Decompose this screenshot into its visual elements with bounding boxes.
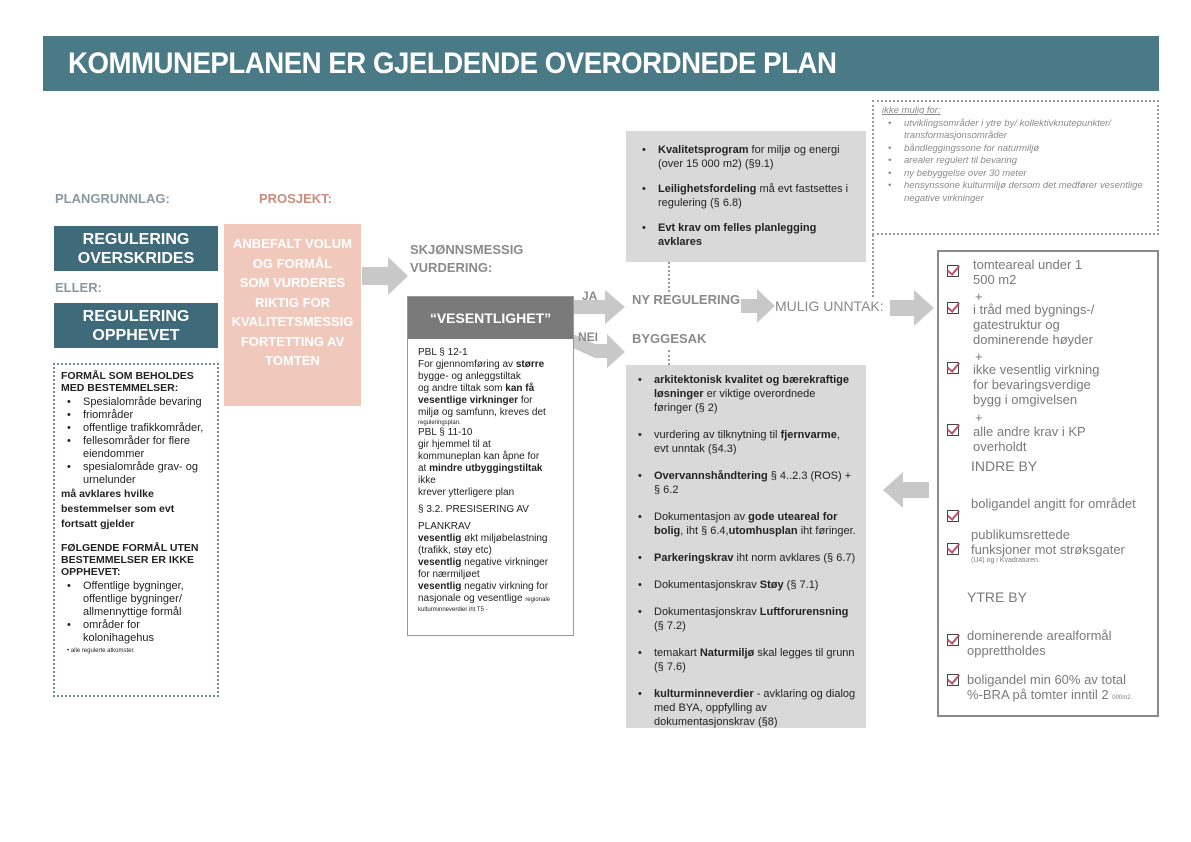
list-item: [632, 605, 856, 633]
t: for: [518, 395, 533, 406]
t: 000m2.: [1112, 695, 1133, 701]
plangrunnlag-label: PLANGRUNNLAG:: [55, 191, 170, 206]
formal-list: [61, 396, 213, 487]
checkbox-icon: [947, 424, 959, 436]
t: , iht § 6.4,: [680, 525, 729, 537]
t: alle andre krav i KP: [973, 424, 1086, 439]
prosjekt-line: SOM VURDERES: [239, 275, 346, 290]
page-header: [43, 36, 1159, 91]
indre-2: [947, 527, 1125, 565]
t: - avklaring og dialog med BYA, oppfylling av dokumentasjonskrav (§8): [654, 688, 856, 728]
t: vesentlige virkninger: [418, 395, 519, 406]
connector: [668, 350, 670, 365]
t: nasjonale og vesentlige: [418, 593, 526, 604]
t: regionale: [525, 597, 550, 603]
t: vesentlig: [418, 557, 462, 568]
ikke-mulig-list: [882, 118, 1149, 206]
ny-regulering-label: NY REGULERING: [632, 292, 741, 307]
plus: +: [975, 349, 983, 364]
mulig-unntak-label: MULIG UNNTAK:: [775, 298, 884, 314]
formal-heading: FORMÅL SOM BEHOLDES MED BESTEMMELSER:: [61, 370, 194, 394]
list-item: [636, 221, 854, 249]
t: kulturminneverdier iht T5 -: [418, 607, 488, 613]
prosjekt-box: [224, 224, 361, 406]
pbl1-ref: PBL § 12-1: [418, 347, 468, 358]
t: (U4) og i Kvadraturen.: [971, 557, 1040, 564]
t: (§ 7.2): [654, 620, 686, 632]
list-item: [632, 646, 856, 674]
t: gir hjemmel til at: [418, 439, 491, 450]
t: vurdering av tilknytning til: [654, 429, 781, 441]
t: er viktige overordnede føringer (§ 2): [654, 388, 816, 414]
list-item: [632, 469, 856, 497]
t: økt miljøbelastning: [461, 533, 548, 544]
folgende-list: [61, 580, 213, 645]
checkbox-icon: [947, 265, 959, 277]
list-item: • hensynssone kulturmiljø dersom det medfører vesentlige negative virkninger: [882, 180, 1149, 205]
prosjekt-line: OG FORMÅL: [252, 255, 333, 271]
list-item: [632, 551, 856, 565]
connector: [668, 262, 670, 292]
t: Parkeringskrav: [654, 552, 734, 564]
t: dominerende arealformål: [967, 628, 1112, 643]
ikke-mulig-box: [872, 100, 1159, 235]
t: ikke: [418, 475, 436, 486]
t: Støy: [759, 579, 784, 591]
list-item: • ny bebyggelse over 30 meter: [882, 168, 1149, 181]
t: Luftforurensning: [759, 606, 849, 618]
t: (§ 7.1): [783, 579, 819, 591]
byggesak-list: [632, 373, 856, 729]
t: fjernvarme: [780, 429, 837, 441]
indre-by-heading: INDRE BY: [971, 458, 1038, 474]
t: bygge- og anleggstiltak: [418, 371, 521, 382]
list-item: [636, 182, 854, 210]
checkbox-icon: [947, 543, 959, 555]
list-item: • fellesområder for flere eiendommer: [61, 435, 213, 461]
t: reguleringsplan.: [418, 420, 461, 426]
skjonn-line2: VURDERING:: [410, 260, 493, 275]
t: vesentlig: [418, 533, 462, 544]
regulering-opphevet-box: [54, 303, 218, 348]
t: miljø og samfunn, kreves det: [418, 407, 546, 418]
t: Kvalitetsprogram: [658, 144, 749, 156]
ja-label: JA: [582, 289, 598, 303]
t: opprettholdes: [967, 643, 1046, 658]
right-criteria-box: [937, 250, 1159, 717]
t: , evt unntak (§4.3): [654, 429, 840, 455]
box1-line2: OVERSKRIDES: [77, 250, 195, 267]
list-item: • spesialområde grav- og urnelunder: [61, 461, 213, 487]
plus: +: [975, 410, 983, 425]
box2-line2: OPPHEVET: [92, 327, 180, 344]
checkbox-icon: [947, 510, 959, 522]
t: Overvannshåndtering: [654, 470, 768, 482]
t: for bevaringsverdige: [973, 377, 1091, 392]
t: dominerende høyder: [973, 332, 1093, 347]
skjonn-line1: SKJØNNSMESSIG: [410, 242, 524, 257]
t: må evt fastsettes i regulering (§ 6.8): [658, 183, 849, 209]
t: publikumsrettede: [971, 527, 1070, 542]
t: funksjoner mot strøksgater: [971, 542, 1125, 557]
t: Dokumentasjonskrav: [654, 579, 760, 591]
footnote: • alle regulerte atkomster.: [67, 648, 135, 654]
list-item: • friområder: [61, 409, 213, 422]
indre-1: [947, 496, 1136, 522]
t: kulturminneverdier: [654, 688, 754, 700]
t: negative virkninger: [461, 557, 549, 568]
page-title: KOMMUNEPLANEN ER GJELDENDE OVERORDNEDE PLAN: [68, 47, 837, 80]
arrow-right-icon: [362, 257, 410, 295]
list-item: • offentlige trafikkområder,: [61, 422, 213, 435]
t: krever ytterligere plan: [418, 487, 515, 498]
arrow-unntak-icon: [741, 289, 777, 323]
list-item: [632, 428, 856, 456]
vesentlighet-body: [408, 339, 573, 622]
t: tomteareal under 1: [973, 257, 1083, 272]
box2-line1: REGULERING: [82, 308, 190, 325]
list-item: • Offentlige bygninger, offentlige bygninger/ allmennyttige formål: [61, 580, 213, 619]
ytre-2: [947, 672, 1132, 706]
prosjekt-line: TOMTEN: [265, 353, 320, 368]
list-item: [632, 687, 856, 729]
t: § 3.2. PRESISERING AV: [418, 504, 529, 515]
regulering-overskrides-box: [54, 226, 218, 271]
prosjekt-label: PROSJEKT:: [259, 191, 332, 206]
ytre-1: [947, 628, 1112, 658]
t: Evt krav om felles planlegging avklares: [658, 222, 817, 248]
arrow-right-box-icon: [890, 290, 936, 326]
t: overholdt: [973, 439, 1027, 454]
t: (trafikk, støy etc): [418, 545, 492, 556]
vesentlighet-title: “VESENTLIGHET”: [408, 297, 573, 339]
list-item: [632, 510, 856, 538]
t: gode uteareal for bolig: [654, 511, 838, 537]
list-item: [636, 143, 854, 171]
t: iht føringer.: [797, 525, 856, 537]
ytre-by-heading: YTRE BY: [967, 589, 1027, 605]
t: ikke vesentlig virkning: [973, 362, 1100, 377]
list-item: • båndleggingssone for naturmiljø: [882, 143, 1149, 156]
prosjekt-line: KVALITETSMESSIG: [231, 314, 354, 329]
t: gatestruktur og: [973, 317, 1060, 332]
checkbox-icon: [947, 634, 959, 646]
top-grey-list: [636, 143, 854, 249]
connector: [872, 235, 874, 297]
t: for miljø og energi (over 15 000 m2) (§9.1): [658, 144, 840, 170]
list-item: • utviklingsområder i ytre by/ kollektivknutepunkter/ transformasjonsområder: [882, 118, 1149, 143]
t: Dokumentasjonskrav: [654, 606, 760, 618]
t: kan få: [505, 383, 535, 394]
t: Leilighetsfordeling: [658, 183, 757, 195]
list-item: [632, 373, 856, 415]
t: større: [515, 359, 545, 370]
t: %-BRA på tomter inntil 2: [967, 687, 1109, 702]
vesentlighet-box: [407, 296, 574, 636]
list-item: • områder for kolonihagehus: [61, 619, 213, 645]
folgende-heading: FØLGENDE FORMÅL UTEN BESTEMMELSER ER IKKE OPPHEVET:: [61, 542, 199, 578]
criteria-4: [947, 424, 1086, 454]
prosjekt-line: ANBEFALT VOLUM: [233, 236, 352, 251]
skjonn-label: [410, 241, 523, 277]
t: arkitektonisk kvalitet og bærekraftige løsninger: [654, 374, 850, 400]
t: boligandel angitt for området: [971, 496, 1136, 511]
footnote-text: alle regulerte atkomster.: [70, 648, 135, 654]
formal-box: [53, 363, 219, 697]
list-item: [632, 578, 856, 592]
t: 500 m2: [973, 272, 1017, 287]
t: kommuneplan kan åpne for: [418, 451, 540, 462]
t: For gjennomføring av: [418, 359, 516, 370]
t: negativ virkning for: [461, 581, 549, 592]
t: iht norm avklares (§ 6.7): [733, 552, 856, 564]
t: bygg i omgivelsen: [973, 392, 1078, 407]
criteria-3: [947, 362, 1099, 407]
top-grey-box: [626, 131, 866, 262]
byggesak-label: BYGGESAK: [632, 331, 707, 346]
t: for nærmiljøet: [418, 569, 480, 580]
ikke-mulig-title: ikke mulig for:: [882, 105, 941, 116]
checkbox-icon: [947, 302, 959, 314]
t: mindre utbyggingstiltak: [429, 463, 543, 474]
list-item: • Spesialområde bevaring: [61, 396, 213, 409]
t: temakart: [654, 647, 700, 659]
eller-label: ELLER:: [55, 280, 102, 295]
prosjekt-line: FORTETTING AV: [240, 333, 345, 349]
t: boligandel min 60% av total: [967, 672, 1126, 687]
t: Naturmiljø: [699, 647, 755, 659]
t: § 4..2.3 (ROS) + § 6.2: [654, 470, 852, 496]
t: Dokumentasjon av: [654, 511, 749, 523]
criteria-2: [947, 302, 1094, 347]
nei-label: NEI: [578, 330, 599, 344]
t: og andre tiltak som: [418, 383, 506, 394]
plus: +: [975, 289, 983, 304]
arrow-left-icon: [883, 472, 929, 508]
t: i tråd med bygnings-/: [973, 302, 1095, 317]
list-item: • arealer regulert til bevaring: [882, 155, 1149, 168]
t: vesentlig: [418, 581, 462, 592]
box1-line1: REGULERING: [82, 231, 190, 248]
criteria-1: [947, 257, 1082, 287]
avklares-note: må avklares hvilke bestemmelser som evt fortsatt gjelder: [61, 488, 175, 530]
t: PLANKRAV: [418, 521, 471, 532]
pbl2-ref: PBL § 11-10: [418, 427, 473, 438]
prosjekt-line: RIKTIG FOR: [254, 294, 331, 310]
t: at: [418, 463, 430, 474]
checkbox-icon: [947, 362, 959, 374]
t: utomhusplan: [728, 525, 798, 537]
t: skal legges til grunn (§ 7.6): [654, 647, 855, 673]
byggesak-box: [626, 365, 866, 728]
checkbox-icon: [947, 674, 959, 686]
